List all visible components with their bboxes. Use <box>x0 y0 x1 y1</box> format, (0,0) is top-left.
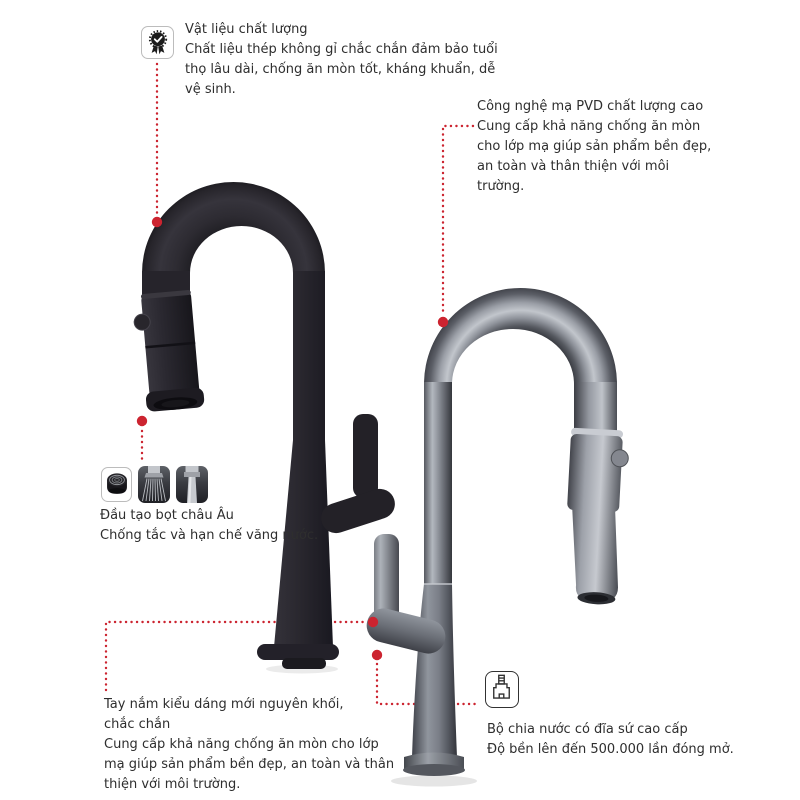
black-faucet-base <box>257 644 339 660</box>
gray-faucet <box>363 288 630 787</box>
stream-pattern-icon <box>176 466 208 503</box>
annotation-body: Cung cấp khả năng chống ăn mòn cho lớp mạ giúp sản phẩm bền đẹp, an toàn và thân thiện với môi trường. <box>477 119 712 194</box>
annotation-body: Độ bền lên đến 500.000 lần đóng mở. <box>487 742 734 757</box>
dot-pvd <box>438 317 448 327</box>
award-badge-icon <box>141 26 174 59</box>
annotation-title: Tay nắm kiểu dáng mới nguyên khối, chắc chắn <box>104 697 344 732</box>
annotation-handle <box>104 695 399 795</box>
gray-faucet-base <box>403 753 465 777</box>
connector-pvd <box>443 126 473 313</box>
annotation-body: Chất liệu thép không gỉ chắc chắn đảm bảo tuổi thọ lâu dài, chống ăn mòn tốt, kháng khuẩn, dễ vệ sinh. <box>185 42 498 97</box>
annotation-aerator <box>100 506 360 546</box>
black-sprayer-head <box>132 289 205 412</box>
black-faucet <box>132 182 399 674</box>
dot-divider <box>372 650 382 660</box>
dot-handle <box>368 617 378 627</box>
aerator-icon <box>101 467 132 502</box>
ceramic-cartridge-icon <box>485 671 519 708</box>
annotation-title: Đầu tạo bọt châu Âu <box>100 508 234 523</box>
dot-material <box>152 217 162 227</box>
annotation-title: Bộ chia nước có đĩa sứ cao cấp <box>487 722 688 737</box>
spray-pattern-icon <box>138 466 170 503</box>
annotation-title: Công nghệ mạ PVD chất lượng cao <box>477 99 704 114</box>
annotation-material <box>185 20 500 100</box>
dot-aerator <box>137 416 147 426</box>
sprayer-button <box>611 449 629 467</box>
annotation-body: Cung cấp khả năng chống ăn mòn cho lớp mạ giúp sản phẩm bền đẹp, an toàn và thân thiện với môi trường. <box>104 737 395 792</box>
gray-sprayer-head <box>562 428 630 606</box>
annotation-title: Vật liệu chất lượng <box>185 22 308 37</box>
annotation-pvd <box>477 97 717 197</box>
annotation-divider <box>487 720 767 760</box>
annotation-body: Chống tắc và hạn chế văng nước. <box>100 528 319 543</box>
